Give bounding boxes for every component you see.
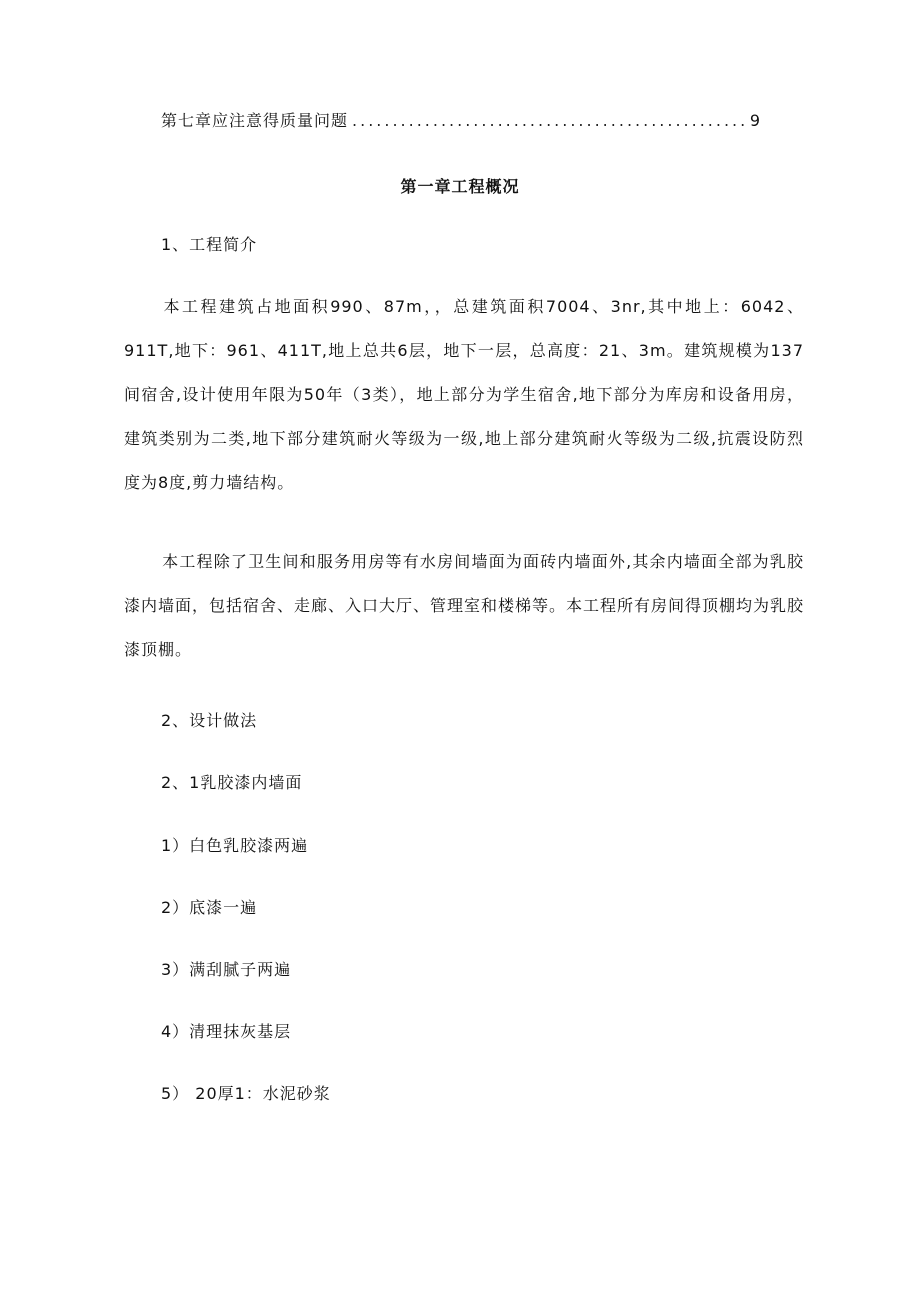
project-description-paragraph: [124, 285, 804, 505]
step-item: 2）底漆一遍: [161, 898, 258, 917]
step-item: 5） 20厚1：水泥砂浆: [161, 1084, 331, 1103]
toc-leader-dots: [352, 111, 746, 131]
subsection-heading-latex-paint: 2、1乳胶漆内墙面: [161, 773, 303, 792]
step-item: 4）清理抹灰基层: [161, 1022, 292, 1041]
toc-entry-title: 第七章应注意得质量问题: [161, 111, 349, 130]
toc-entry[interactable]: [161, 111, 761, 131]
interior-finish-paragraph: [124, 540, 804, 672]
step-item: 3）满刮腻子两遍: [161, 960, 292, 979]
project-description-text: 本工程建筑占地面积990、87m，，总建筑面积7004、3nr,其中地上：6042、911T,地下：961、411T,地上总共6层，地下一层，总高度：21、3m。建筑规模为137间宿舍,设计使用年限为50年（3类），地上部分为学生宿舍,地下部分为库房和设备用房，建筑类别为二类,地下部分建筑耐火等级为一级,地上部分建筑耐火等级为二级,抗震设防烈度为8度,剪力墙结构。: [124, 297, 804, 492]
interior-finish-text: 本工程除了卫生间和服务用房等有水房间墙面为面砖内墙面外,其余内墙面全部为乳胶漆内墙面，包括宿舍、走廊、入口大厅、管理室和楼梯等。本工程所有房间得顶棚均为乳胶漆顶棚。: [124, 552, 805, 659]
chapter-title: 第一章工程概况: [400, 177, 520, 196]
section-heading-design: 2、设计做法: [161, 711, 258, 730]
toc-entry-page: 9: [749, 111, 761, 130]
step-item: 1）白色乳胶漆两遍: [161, 836, 309, 855]
section-heading-overview: 1、工程简介: [161, 235, 258, 254]
